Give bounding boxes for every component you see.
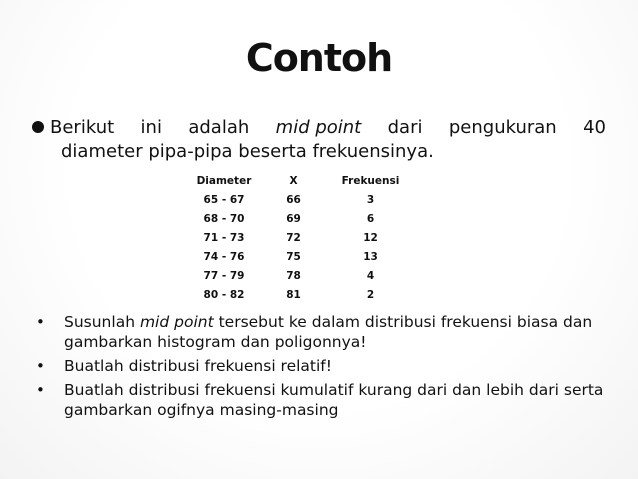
task-1-before: Susunlah — [64, 313, 140, 331]
header-x: X — [289, 174, 298, 187]
cell-diameter: 68 - 70 — [203, 212, 245, 225]
intro-paragraph — [32, 117, 606, 163]
task-item-3 — [36, 380, 616, 420]
cell-diameter: 71 - 73 — [203, 231, 245, 244]
table-header-row — [188, 171, 414, 190]
cell-x: 72 — [286, 231, 301, 244]
header-frekuensi: Frekuensi — [341, 174, 400, 187]
table-row — [188, 285, 414, 304]
bullet-icon: • — [36, 381, 45, 399]
intro-first — [32, 117, 114, 139]
task-1-term-mid-point: mid point — [139, 313, 214, 331]
cell-x: 81 — [286, 288, 301, 301]
cell-frekuensi: 12 — [363, 231, 378, 244]
cell-frekuensi: 4 — [366, 269, 375, 282]
table-row — [188, 247, 414, 266]
task-3-text: Buatlah distribusi frekuensi kumulatif kurang dari dan lebih dari serta gambarkan ogifnya masing-masing — [64, 381, 604, 419]
task-item-2 — [36, 356, 616, 376]
intro-line-2: diameter pipa-pipa beserta frekuensinya. — [61, 141, 434, 162]
slide-title: Contoh — [245, 36, 393, 80]
task-1-after: tersebut ke dalam distribusi frekuensi biasa dan gambarkan histogram dan poligonnya! — [64, 313, 593, 351]
intro-term-mid-point: mid point — [275, 117, 362, 138]
intro-word-2: ini — [140, 117, 162, 138]
intro-word-6: pengukuran — [448, 117, 557, 138]
intro-word-5: dari — [387, 117, 423, 138]
bullet-icon: • — [36, 357, 45, 375]
table-row — [188, 209, 414, 228]
cell-x: 66 — [286, 193, 301, 206]
bullet-circle-icon — [32, 121, 44, 133]
table-row — [188, 190, 414, 209]
cell-diameter: 80 - 82 — [203, 288, 245, 301]
cell-x: 69 — [286, 212, 301, 225]
intro-word-3: adalah — [188, 117, 250, 138]
cell-diameter: 65 - 67 — [203, 193, 245, 206]
task-list — [36, 312, 616, 424]
header-diameter: Diameter — [196, 174, 252, 187]
table-row — [188, 228, 414, 247]
task-2-text: Buatlah distribusi frekuensi relatif! — [64, 357, 332, 375]
cell-frekuensi: 3 — [366, 193, 375, 206]
cell-x: 75 — [286, 250, 301, 263]
intro-line-1 — [32, 117, 606, 139]
cell-frekuensi: 6 — [366, 212, 375, 225]
cell-diameter: 77 - 79 — [203, 269, 245, 282]
bullet-icon: • — [36, 313, 45, 331]
frequency-table — [188, 171, 414, 304]
cell-frekuensi: 2 — [366, 288, 375, 301]
intro-word-1: Berikut — [50, 117, 115, 138]
table-row — [188, 266, 414, 285]
intro-word-7: 40 — [583, 117, 606, 138]
cell-x: 78 — [286, 269, 301, 282]
task-item-1 — [36, 312, 616, 352]
cell-diameter: 74 - 76 — [203, 250, 245, 263]
cell-frekuensi: 13 — [363, 250, 378, 263]
